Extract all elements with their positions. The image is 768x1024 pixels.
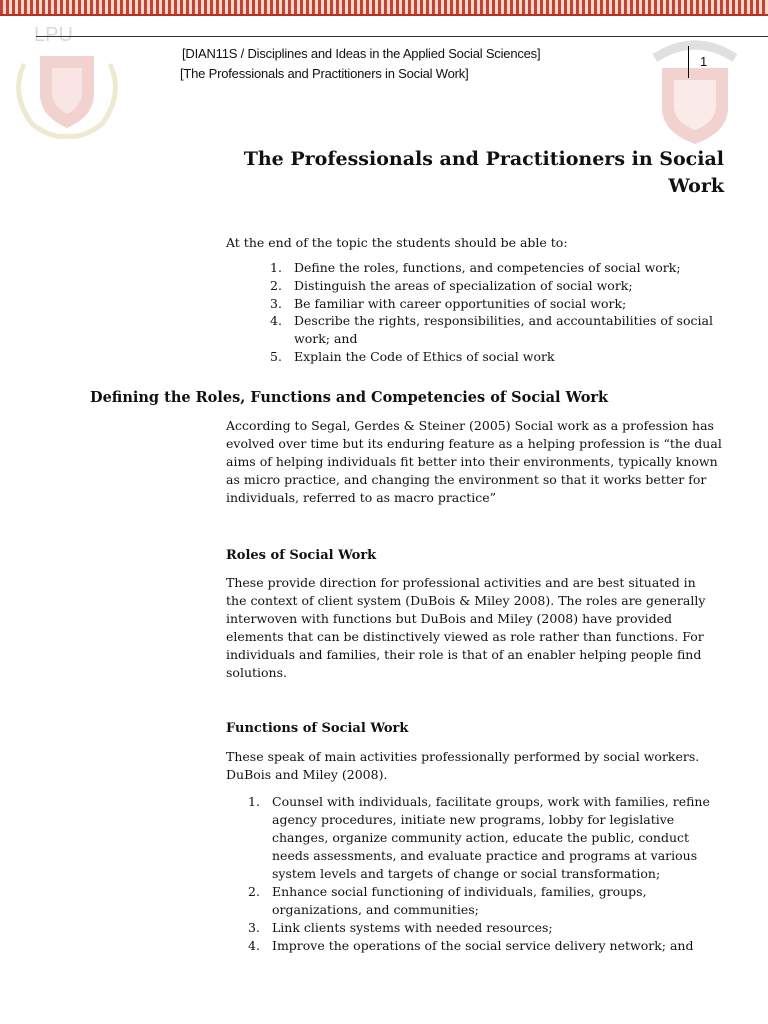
roles-heading: Roles of Social Work [226, 548, 377, 563]
list-number: 1. [248, 794, 260, 809]
list-item [248, 919, 718, 937]
roles-paragraph: These provide direction for professional activities and are best situated in the context of client system (DuBois & Miley 2008). The roles are generally interwoven with functions but DuBois and Miley (2008) have provided elements that can be distinctively viewed as role rather than functions. For individuals and families, their role is that of an enabler helping people find solutions. [226, 575, 706, 680]
list-item [248, 793, 718, 883]
list-item [270, 259, 730, 277]
list-item [270, 348, 730, 366]
list-number: 3. [248, 920, 260, 935]
page-number: 1 [700, 54, 708, 69]
functions-heading: Functions of Social Work [226, 721, 409, 736]
list-number: 2. [270, 277, 282, 293]
header-topic-line: [The Professionals and Practitioners in Social Work] [180, 66, 469, 81]
objectives-list [270, 259, 730, 366]
list-item-text: Counsel with individuals, facilitate groups, work with families, refine agency procedures, initiate new programs, lobby for legislative changes, organize community action, educate the public, conduct needs assessments, and evaluate practice and programs at various system levels and targets of change or social transformation; [272, 794, 710, 881]
lpu-logo-text: LPU [34, 24, 73, 46]
list-item-text: Describe the rights, responsibilities, and accountabilities of social work; and [294, 313, 713, 347]
document-title: The Professionals and Practitioners in Social Work [243, 148, 724, 197]
list-item-text: Define the roles, functions, and competencies of social work; [294, 260, 681, 275]
functions-paragraph: These speak of main activities professionally performed by social workers. DuBois and Miley (2008). [226, 749, 700, 782]
list-number: 4. [248, 938, 260, 953]
list-number: 4. [270, 313, 282, 329]
list-item-text: Be familiar with career opportunities of social work; [294, 295, 627, 311]
list-item [270, 312, 730, 348]
list-item-text: Explain the Code of Ethics of social work [294, 348, 555, 364]
section-paragraph: According to Segal, Gerdes & Steiner (2005) Social work as a profession has evolved over time but its enduring feature as a helping profession is “the dual aims of helping individuals fit better into their environments, typically known as micro practice, and changing the environment so that it works better for individuals, referred to as macro practice” [226, 418, 722, 505]
list-item [270, 295, 730, 313]
senior-high-school-logo-watermark [640, 30, 750, 150]
list-number: 3. [270, 295, 282, 311]
list-number: 1. [270, 260, 282, 275]
list-item-text: Distinguish the areas of specialization of social work; [294, 277, 633, 293]
page-number-divider [688, 46, 689, 78]
list-item [248, 937, 718, 955]
list-number: 2. [248, 884, 260, 899]
section-heading: Defining the Roles, Functions and Competencies of Social Work [90, 389, 609, 406]
list-number: 5. [270, 348, 282, 364]
list-item-text: Link clients systems with needed resources; [272, 920, 553, 935]
school-crest-icon [640, 30, 750, 150]
functions-list [248, 793, 718, 955]
list-item-text: Improve the operations of the social service delivery network; and [272, 938, 694, 953]
list-item [248, 883, 718, 919]
lpu-logo-watermark [2, 24, 132, 144]
header-course-line: [DIAN11S / Disciplines and Ideas in the Applied Social Sciences] [182, 46, 541, 61]
decorative-top-border [0, 0, 768, 16]
objectives-intro: At the end of the topic the students should be able to: [226, 235, 568, 250]
list-item-text: Enhance social functioning of individuals, families, groups, organizations, and communities; [272, 884, 647, 917]
list-item [270, 277, 730, 295]
